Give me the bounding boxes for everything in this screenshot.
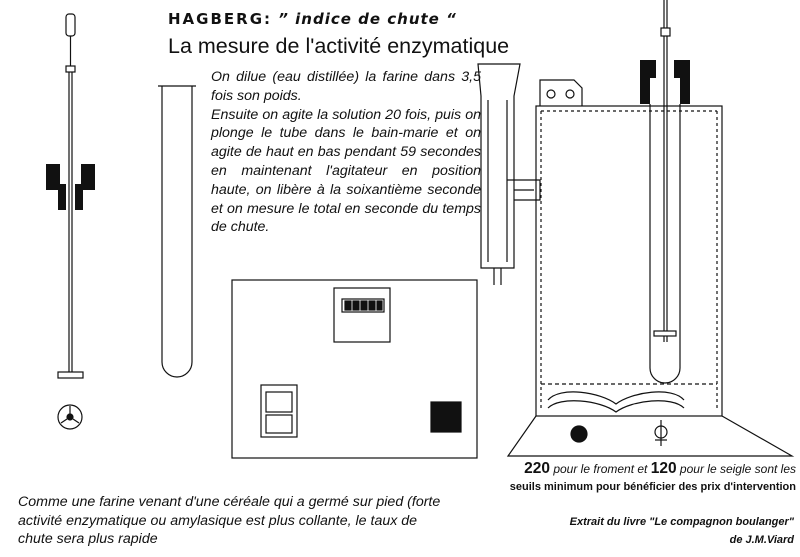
brand-colon: : [264, 10, 272, 28]
test-tube [162, 86, 192, 377]
threshold-line-1 [458, 460, 796, 478]
power-button-icon [571, 426, 587, 442]
thermostat-knob-icon [655, 420, 667, 446]
procedure-paragraph-1: On dilue (eau distillée) la farine dans 3,5 fois son poids. [211, 69, 481, 104]
bath-stirrer-clamp [640, 60, 690, 104]
source-credit [524, 513, 794, 549]
threshold-note [458, 460, 796, 496]
bath-stirrer-rod [654, 0, 676, 342]
stirrer-disc-icon [58, 405, 82, 429]
wheat-threshold-value: 220 [524, 460, 550, 477]
bath-base [508, 416, 792, 456]
source-author: de J.M.Viard [729, 534, 794, 546]
germination-remark: Comme une farine venant d'une céréale qui a germé sur pied (forte activité enzymatique ou amylasique est plus collante, le taux de chute sera plus rapide [18, 494, 441, 547]
condenser-tube [478, 64, 540, 285]
threshold-line-2: seuils minimum pour bénéficier des prix d'intervention [509, 481, 796, 493]
rye-threshold-text: pour le seigle sont les [676, 462, 796, 476]
bath-test-tube [650, 104, 680, 383]
bath-lid-hinge [540, 80, 582, 106]
header-subtitle: ” indice de chute “ [278, 10, 457, 28]
brand-name: HAGBERG [168, 10, 265, 28]
procedure-description [211, 68, 481, 237]
procedure-paragraph-2: Ensuite on agite la solution 20 fois, puis on plonge le tube dans le bain-marie et on agite de haut en bas pendant 59 secondes en maintenant l'agitateur en position haute, on libère à la soixantième seconde et on mesure le total en seconde du temps de chute. [211, 106, 481, 236]
timer-box [232, 280, 477, 458]
page-header [168, 10, 457, 28]
source-book: Extrait du livre "Le compagnon boulanger" [569, 516, 794, 528]
water-bath [536, 106, 722, 416]
wheat-threshold-text: pour le froment et [550, 462, 651, 476]
stirrer-clamp [46, 164, 95, 210]
page-title: La mesure de l'activité enzymatique [168, 34, 510, 58]
rye-threshold-value: 120 [650, 460, 677, 477]
